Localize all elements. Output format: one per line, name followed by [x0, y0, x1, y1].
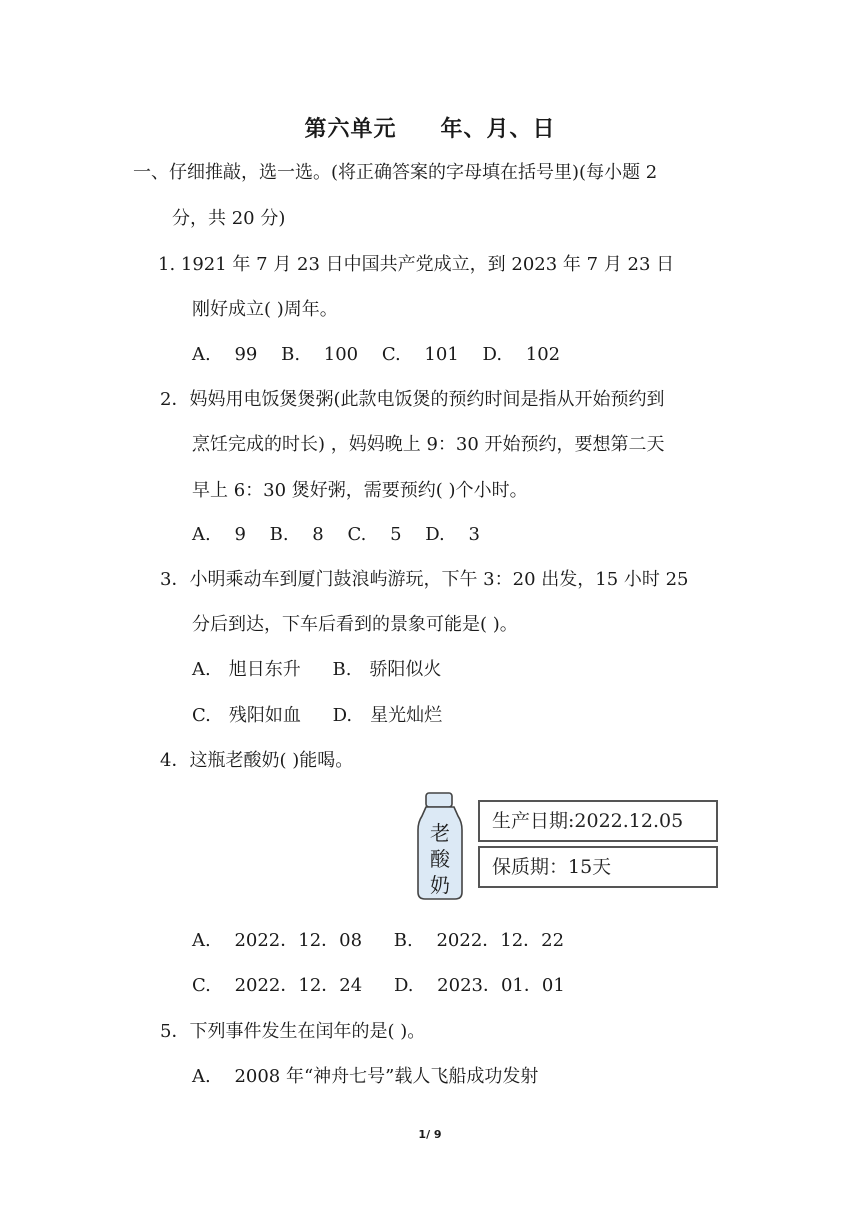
- option-d: D. 102: [482, 344, 561, 365]
- section-heading: [133, 160, 731, 186]
- bottle-char-1: 老: [430, 821, 450, 845]
- bottle-char-3: 奶: [430, 873, 450, 897]
- question-3-line1: 3．小明乘动车到厦门鼓浪屿游玩，下午 3：20 出发，15 小时 25: [160, 569, 689, 590]
- bottle-char-2: 酸: [430, 847, 450, 871]
- option-a: A. 旭日东升: [192, 659, 301, 680]
- bottle-label: [414, 820, 466, 898]
- question-2-line3: 早上 6：30 煲好粥，需要预约( )个小时。: [192, 480, 528, 501]
- shelf-life-box: 保质期：15天: [478, 846, 718, 888]
- question-5-option-a: A. 2008 年“神舟七号”载人飞船成功发射: [192, 1066, 539, 1087]
- question-1-line1: 1. 1921 年 7 月 23 日中国共产党成立，到 2023 年 7 月 23 日: [158, 254, 675, 275]
- question-3-line2: 分后到达，下车后看到的景象可能是( )。: [192, 614, 518, 635]
- unit-label: 第六单元: [304, 117, 397, 142]
- option-b: B. 骄阳似火: [332, 659, 442, 680]
- page-number: 1/ 9: [418, 1128, 442, 1141]
- section-heading-line1: 一、仔细推敲，选一选。(将正确答案的字母填在括号里)(每小题 2: [133, 162, 658, 183]
- question-3-options-row2: [192, 703, 442, 729]
- option-b: B. 8: [269, 524, 324, 545]
- option-d: D. 3: [425, 524, 480, 545]
- option-c: C. 残阳如血: [192, 705, 301, 726]
- question-3-options-row1: [192, 657, 441, 683]
- question-2-line2: 烹饪完成的时长) ，妈妈晚上 9：30 开始预约，要想第二天: [192, 434, 665, 455]
- question-4-options-row2: [192, 973, 565, 999]
- question-2-options: [192, 522, 480, 548]
- unit-topic: 年、月、日: [440, 117, 556, 142]
- option-c: C. 101: [381, 344, 459, 365]
- question-5-line1: 5．下列事件发生在闰年的是( )。: [160, 1021, 426, 1042]
- option-a: A. 9: [192, 524, 246, 545]
- option-d: D. 星光灿烂: [332, 705, 443, 726]
- option-b: B. 100: [281, 344, 359, 365]
- question-4-options-row1: [192, 928, 564, 954]
- option-c: C. 5: [347, 524, 402, 545]
- option-a: A. 2022．12．08: [192, 930, 363, 951]
- option-d: D. 2023．01．01: [393, 975, 565, 996]
- option-b: B. 2022．12．22: [393, 930, 565, 951]
- option-a: A. 99: [192, 344, 258, 365]
- page-title: [0, 112, 860, 143]
- question-1-options: [192, 342, 560, 368]
- section-heading-line2: 分，共 20 分): [172, 208, 286, 229]
- question-4-line1: 4．这瓶老酸奶( )能喝。: [160, 750, 354, 771]
- question-2-line1: 2．妈妈用电饭煲煲粥(此款电饭煲的预约时间是指从开始预约到: [160, 389, 665, 410]
- question-1-line2: 刚好成立( )周年。: [192, 299, 338, 320]
- option-c: C. 2022．12．24: [192, 975, 363, 996]
- production-date-box: 生产日期:2022.12.05: [478, 800, 718, 842]
